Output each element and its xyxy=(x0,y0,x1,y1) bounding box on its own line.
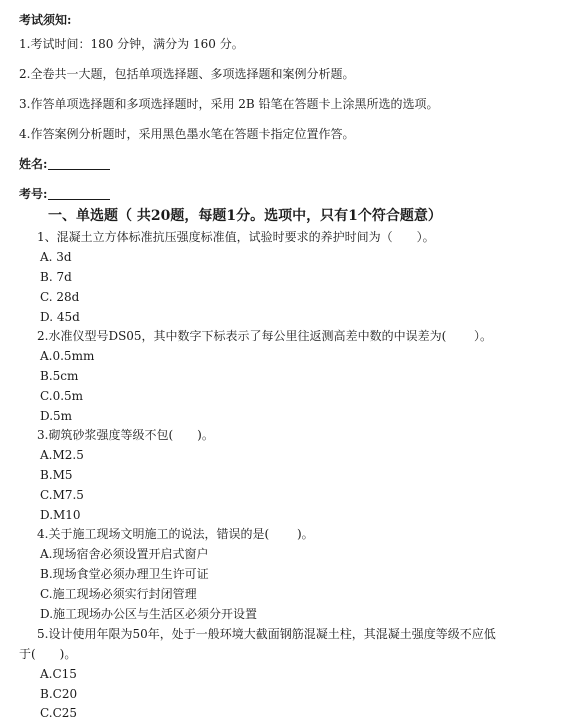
question-option[interactable]: D. 45d xyxy=(40,310,80,324)
name-label: 姓名: xyxy=(19,157,48,171)
question-stem: 5.设计使用年限为50年，处于一般环境大截面钢筋混凝土柱，其混凝土强度等级不应低 xyxy=(37,627,496,641)
id-label: 考号: xyxy=(19,187,48,201)
question-option[interactable]: C.0.5m xyxy=(40,389,84,403)
notice-item: 4.作答案例分析题时，采用黑色墨水笔在答题卡指定位置作答。 xyxy=(19,127,355,141)
question-option[interactable]: C. 28d xyxy=(40,290,80,304)
question-option[interactable]: B.M5 xyxy=(40,468,73,482)
question-option[interactable]: D.5m xyxy=(40,409,73,423)
question-option[interactable]: B. 7d xyxy=(40,270,72,284)
notice-item: 3.作答单项选择题和多项选择题时，采用 2B 铅笔在答题卡上涂黑所选的选项。 xyxy=(19,97,439,111)
notice-item: 1.考试时间：180 分钟，满分为 160 分。 xyxy=(19,37,244,51)
name-field xyxy=(19,156,110,172)
question-option[interactable]: A. 3d xyxy=(40,250,72,264)
question-option[interactable]: C.C25 xyxy=(40,706,78,720)
question-stem: 3.砌筑砂浆强度等级不包( )。 xyxy=(37,428,214,442)
question-option[interactable]: D.施工现场办公区与生活区必须分开设置 xyxy=(40,607,258,621)
question-option[interactable]: A.C15 xyxy=(40,667,77,681)
question-option[interactable]: A.现场宿舍必须设置开启式窗户 xyxy=(40,547,209,561)
question-option[interactable]: A.0.5mm xyxy=(40,349,95,363)
question-option[interactable]: B.现场食堂必须办理卫生许可证 xyxy=(40,567,209,581)
question-option[interactable]: D.M10 xyxy=(40,508,81,522)
question-stem: 2.水准仪型号DS05，其中数字下标表示了每公里往返测高差中数的中误差为( ）。 xyxy=(37,329,493,343)
question-option[interactable]: C.M7.5 xyxy=(40,488,84,502)
notice-title: 考试须知: xyxy=(19,13,72,27)
section-title: 一、单选题（ 共20题，每题1分。选项中，只有1个符合题意） xyxy=(48,208,442,224)
question-stem-continued: 于( )。 xyxy=(19,647,77,661)
question-option[interactable]: B.C20 xyxy=(40,687,78,701)
question-stem: 1、混凝土立方体标准抗压强度标准值，试验时要求的养护时间为（ ）。 xyxy=(37,230,435,244)
notice-item: 2.全卷共一大题，包括单项选择题、多项选择题和案例分析题。 xyxy=(19,67,355,81)
name-blank[interactable] xyxy=(48,157,110,170)
id-blank[interactable] xyxy=(48,187,110,200)
question-option[interactable]: B.5cm xyxy=(40,369,79,383)
id-field xyxy=(19,186,110,202)
question-stem: 4.关于施工现场文明施工的说法，错误的是( )。 xyxy=(37,527,314,541)
question-option[interactable]: C.施工现场必须实行封闭管理 xyxy=(40,587,197,601)
question-option[interactable]: A.M2.5 xyxy=(40,448,84,462)
